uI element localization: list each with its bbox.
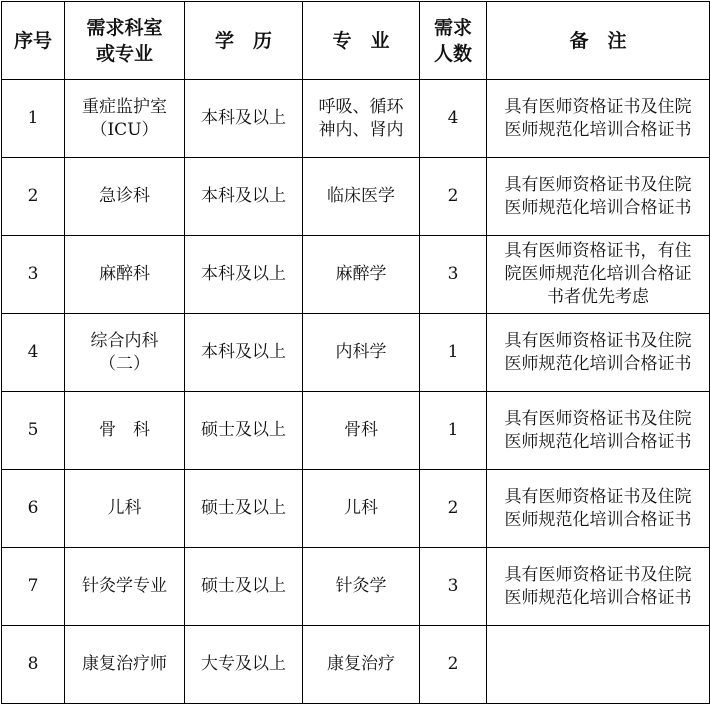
cell-note-line: 医师规范化培训合格证书 (504, 587, 692, 608)
cell-dept (65, 470, 185, 548)
header-dept-label-line2: 或专业 (95, 42, 153, 65)
header-dept-label-line1: 需求科室 (86, 16, 163, 39)
cell-dept (65, 314, 185, 392)
cell-note-line: 具有医师资格证书及住院 (504, 564, 692, 585)
cell-dept-line: 急诊科 (99, 186, 150, 206)
cell-dept-line: 骨 科 (99, 420, 150, 440)
cell-count (420, 236, 487, 314)
cell-major (303, 626, 420, 704)
cell-major (303, 314, 420, 392)
cell-index-text: 7 (27, 576, 39, 596)
cell-index-text: 6 (27, 498, 39, 518)
header-edu-label: 学 历 (214, 29, 272, 52)
table-body (2, 80, 710, 704)
cell-index (2, 470, 65, 548)
cell-index (2, 548, 65, 626)
cell-note-line: 具有医师资格证书及住院 (504, 96, 692, 117)
cell-index (2, 80, 65, 158)
cell-dept (65, 548, 185, 626)
cell-edu-text: 硕士及以上 (201, 498, 286, 518)
cell-major-line: 呼吸、循环 (318, 96, 404, 117)
cell-edu (185, 626, 303, 704)
header-note-label: 备 注 (569, 29, 627, 52)
header-count-label-line2: 人数 (433, 42, 472, 65)
cell-edu-text: 硕士及以上 (201, 576, 286, 596)
cell-index-text: 4 (27, 342, 39, 362)
cell-note-line: 医师规范化培训合格证书 (504, 119, 692, 140)
cell-major (303, 158, 420, 236)
cell-note-line: 具有医师资格证书，有住 (504, 241, 692, 261)
cell-index (2, 626, 65, 704)
cell-edu-text: 本科及以上 (201, 108, 286, 128)
cell-count-text: 2 (447, 498, 459, 518)
header-row (2, 2, 710, 80)
cell-note (487, 158, 710, 236)
cell-edu (185, 392, 303, 470)
cell-major-line: 康复治疗 (327, 654, 395, 674)
cell-index-text: 5 (27, 420, 39, 440)
cell-major (303, 470, 420, 548)
cell-note (487, 80, 710, 158)
cell-major-line: 内科学 (335, 342, 387, 362)
cell-edu (185, 158, 303, 236)
cell-count-text: 3 (447, 264, 459, 284)
cell-index-text: 1 (27, 108, 39, 128)
header-index (2, 2, 65, 80)
cell-edu (185, 236, 303, 314)
recruitment-table (1, 1, 710, 704)
cell-dept (65, 626, 185, 704)
cell-dept (65, 392, 185, 470)
cell-index-text: 3 (27, 264, 39, 284)
cell-index (2, 314, 65, 392)
cell-note (487, 392, 710, 470)
cell-major-line: 麻醉学 (335, 264, 387, 284)
cell-note-line: 医师规范化培训合格证书 (504, 431, 692, 452)
cell-major (303, 80, 420, 158)
table-row (2, 626, 710, 704)
cell-dept-line: 麻醉科 (99, 264, 150, 284)
cell-note (487, 548, 710, 626)
cell-count (420, 548, 487, 626)
cell-note (487, 314, 710, 392)
cell-note-line: 医师规范化培训合格证书 (504, 353, 692, 374)
header-dept (65, 2, 185, 80)
header-index-label: 序号 (13, 29, 52, 52)
cell-major-line: 神内、肾内 (318, 119, 404, 140)
cell-note-line: 院医师规范化培训合格证 (504, 264, 692, 284)
cell-count (420, 626, 487, 704)
cell-dept-line: 儿科 (107, 498, 142, 518)
cell-count (420, 392, 487, 470)
cell-edu (185, 470, 303, 548)
cell-count-text: 4 (447, 108, 459, 128)
cell-count-text: 3 (447, 576, 459, 596)
cell-dept (65, 80, 185, 158)
cell-note-line: 具有医师资格证书及住院 (504, 174, 692, 195)
cell-major-line: 临床医学 (327, 186, 395, 206)
cell-index (2, 392, 65, 470)
cell-major-line: 针灸学 (335, 576, 387, 596)
cell-note (487, 470, 710, 548)
cell-note-line: 具有医师资格证书及住院 (504, 486, 692, 507)
cell-dept-line: （ICU） (90, 119, 159, 140)
cell-count (420, 158, 487, 236)
cell-note (487, 626, 710, 704)
cell-note (487, 236, 710, 314)
cell-edu (185, 314, 303, 392)
cell-dept-line: （二） (99, 353, 150, 374)
table-row (2, 314, 710, 392)
cell-index (2, 236, 65, 314)
header-edu (185, 2, 303, 80)
header-count (420, 2, 487, 80)
cell-count (420, 80, 487, 158)
cell-dept (65, 236, 185, 314)
cell-edu-text: 大专及以上 (201, 654, 286, 674)
cell-dept (65, 158, 185, 236)
cell-note-line: 医师规范化培训合格证书 (504, 509, 692, 530)
cell-major-line: 骨科 (344, 420, 378, 440)
cell-major (303, 392, 420, 470)
cell-count-text: 1 (447, 420, 459, 440)
cell-major (303, 236, 420, 314)
cell-count-text: 2 (447, 186, 459, 206)
cell-edu (185, 80, 303, 158)
cell-index (2, 158, 65, 236)
table-row (2, 236, 710, 314)
cell-major-line: 儿科 (344, 498, 378, 518)
cell-note-line: 具有医师资格证书及住院 (504, 330, 692, 351)
cell-index-text: 8 (27, 654, 39, 674)
cell-note-line: 医师规范化培训合格证书 (504, 197, 692, 218)
header-major-label: 专 业 (332, 29, 390, 52)
header-count-label-line1: 需求 (433, 16, 472, 39)
table-row (2, 392, 710, 470)
cell-edu-text: 本科及以上 (201, 264, 286, 284)
cell-count-text: 2 (447, 654, 459, 674)
table-row (2, 80, 710, 158)
cell-edu-text: 硕士及以上 (201, 420, 286, 440)
header-major (303, 2, 420, 80)
cell-dept-line: 重症监护室 (82, 96, 167, 117)
cell-index-text: 2 (27, 186, 39, 206)
cell-count (420, 314, 487, 392)
cell-major (303, 548, 420, 626)
cell-note-line: 书者优先考虑 (547, 287, 649, 307)
header-note (487, 2, 710, 80)
cell-dept-line: 综合内科 (90, 330, 159, 351)
cell-note-line: 具有医师资格证书及住院 (504, 408, 692, 429)
cell-dept-line: 针灸学专业 (82, 576, 167, 596)
table-row (2, 548, 710, 626)
table-row (2, 158, 710, 236)
cell-count (420, 470, 487, 548)
cell-edu-text: 本科及以上 (201, 186, 286, 206)
cell-edu-text: 本科及以上 (201, 342, 286, 362)
cell-edu (185, 548, 303, 626)
cell-dept-line: 康复治疗师 (82, 654, 167, 674)
cell-count-text: 1 (447, 342, 459, 362)
table-row (2, 470, 710, 548)
